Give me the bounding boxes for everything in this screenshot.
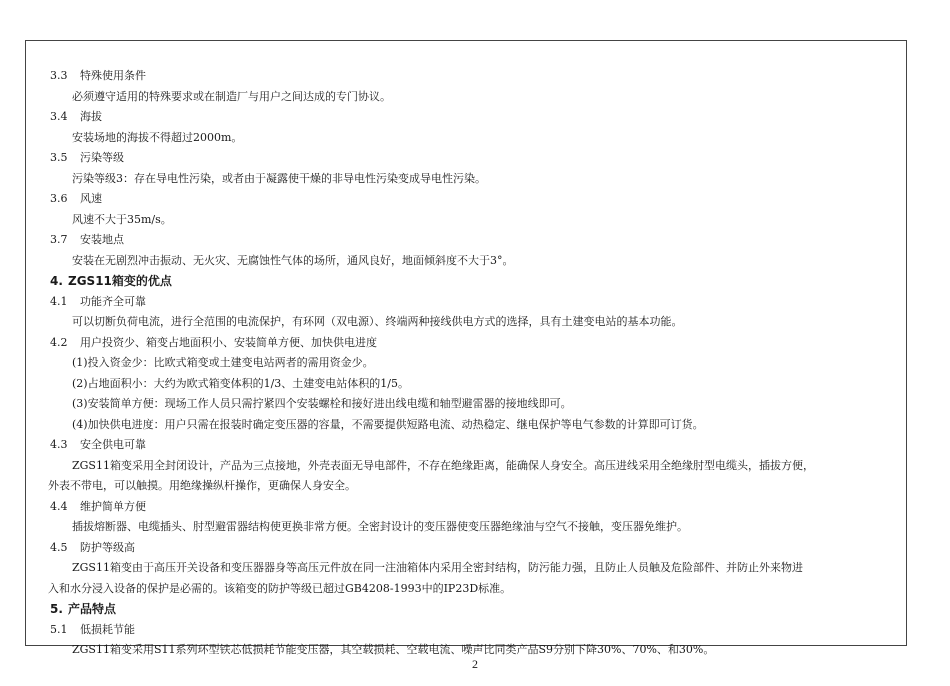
subsection-heading-3-6 bbox=[48, 189, 898, 210]
subsection-heading-4-5 bbox=[48, 538, 898, 559]
subsection-title: 污染等级 bbox=[80, 151, 124, 164]
list-item-4-2-1: (1)投入资金少：比欧式箱变或土建变电站两者的需用资金少。 bbox=[72, 356, 374, 369]
section-title: ZGS11箱变的优点 bbox=[68, 274, 172, 288]
subsection-number: 3.7 bbox=[50, 233, 68, 246]
subsection-heading-5-1 bbox=[48, 620, 898, 641]
paragraph-4-1: 可以切断负荷电流，进行全范围的电流保护，有环网（双电源）、终端两种接线供电方式的选择，具有土建变电站的基本功能。 bbox=[72, 315, 683, 328]
paragraph-4-5-line-2: 入和水分浸入设备的保护是必需的。该箱变的防护等级已超过GB4208-1993中的IP23D标准。 bbox=[48, 581, 512, 595]
subsection-number: 5.1 bbox=[50, 622, 68, 636]
subsection-number: 4.5 bbox=[50, 540, 68, 554]
section-number: 5. bbox=[50, 602, 63, 616]
subsection-heading-4-2 bbox=[48, 333, 898, 354]
section-heading-5 bbox=[48, 599, 898, 620]
paragraph-3-3: 必须遵守适用的特殊要求或在制造厂与用户之间达成的专门协议。 bbox=[72, 89, 391, 103]
subsection-title: 低损耗节能 bbox=[80, 622, 135, 636]
subsection-heading-3-7 bbox=[48, 230, 898, 251]
subsection-number: 4.3 bbox=[50, 438, 68, 451]
subsection-heading-3-4 bbox=[48, 107, 898, 128]
subsection-title: 防护等级高 bbox=[80, 540, 135, 554]
paragraph-4-3-line-1: ZGS11箱变采用全封闭设计，产品为三点接地，外壳表面无导电部件，不存在绝缘距离，能确保人身安全。高压进线采用全绝缘肘型电缆头，插拔方便， bbox=[72, 458, 814, 472]
subsection-title: 维护简单方便 bbox=[80, 499, 146, 513]
paragraph-3-6: 风速不大于35m/s。 bbox=[72, 212, 172, 226]
document-body bbox=[48, 66, 898, 661]
subsection-number: 3.5 bbox=[50, 151, 68, 164]
section-number: 4. bbox=[50, 274, 63, 288]
subsection-title: 风速 bbox=[80, 192, 102, 205]
subsection-number: 3.4 bbox=[50, 110, 68, 123]
paragraph-3-5: 污染等级3：存在导电性污染，或者由于凝露使干燥的非导电性污染变成导电性污染。 bbox=[72, 171, 486, 185]
subsection-title: 安装地点 bbox=[80, 233, 124, 246]
subsection-title: 海拔 bbox=[80, 110, 102, 123]
paragraph-5-1: ZGS11箱变采用S11系列环型铁芯低损耗节能变压器，其空载损耗、空载电流、噪声比同类产品S9分别下降30%、70%、和30%。 bbox=[72, 643, 715, 656]
subsection-heading-4-3 bbox=[48, 435, 898, 456]
page-number: 2 bbox=[472, 657, 478, 671]
paragraph-3-4: 安装场地的海拔不得超过2000m。 bbox=[72, 130, 243, 144]
subsection-number: 4.4 bbox=[50, 499, 68, 513]
paragraph-3-7: 安装在无剧烈冲击振动、无火灾、无腐蚀性气体的场所，通风良好，地面倾斜度不大于3°。 bbox=[72, 253, 514, 267]
paragraph-4-3-line-2: 外表不带电，可以触摸。用绝缘操纵杆操作，更确保人身安全。 bbox=[48, 479, 356, 492]
paragraph-4-4: 插拔熔断器、电缆插头、肘型避雷器结构使更换非常方便。全密封设计的变压器使变压器绝缘油与空气不接触，变压器免维护。 bbox=[72, 520, 688, 533]
subsection-heading-4-4 bbox=[48, 497, 898, 518]
list-item-4-2-4: (4)加快供电进度：用户只需在报装时确定变压器的容量，不需要提供短路电流、动热稳定、继电保护等电气参数的计算即可订货。 bbox=[72, 417, 704, 431]
section-title: 产品特点 bbox=[68, 602, 117, 616]
list-item-4-2-3: (3)安装简单方便：现场工作人员只需拧紧四个安装螺栓和接好进出线电缆和轴型避雷器的接地线即可。 bbox=[72, 397, 572, 410]
subsection-number: 3.6 bbox=[50, 192, 68, 205]
paragraph-4-5-line-1: ZGS11箱变由于高压开关设备和变压器器身等高压元件放在同一注油箱体内采用全密封结构，防污能力强，且防止人员触及危险部件、并防止外来物进 bbox=[72, 561, 803, 574]
subsection-title: 特殊使用条件 bbox=[80, 69, 146, 82]
subsection-heading-3-3 bbox=[48, 66, 898, 87]
list-item-4-2-2: (2)占地面积小：大约为欧式箱变体积的1/3、土建变电站体积的1/5。 bbox=[72, 376, 409, 390]
subsection-number: 3.3 bbox=[50, 69, 68, 82]
subsection-heading-3-5 bbox=[48, 148, 898, 169]
section-heading-4 bbox=[48, 271, 898, 292]
subsection-title: 功能齐全可靠 bbox=[80, 294, 146, 308]
subsection-number: 4.2 bbox=[50, 335, 68, 349]
subsection-title: 用户投资少、箱变占地面积小、安装简单方便、加快供电进度 bbox=[80, 335, 377, 349]
subsection-title: 安全供电可靠 bbox=[80, 438, 146, 451]
subsection-number: 4.1 bbox=[50, 294, 68, 308]
subsection-heading-4-1 bbox=[48, 292, 898, 313]
